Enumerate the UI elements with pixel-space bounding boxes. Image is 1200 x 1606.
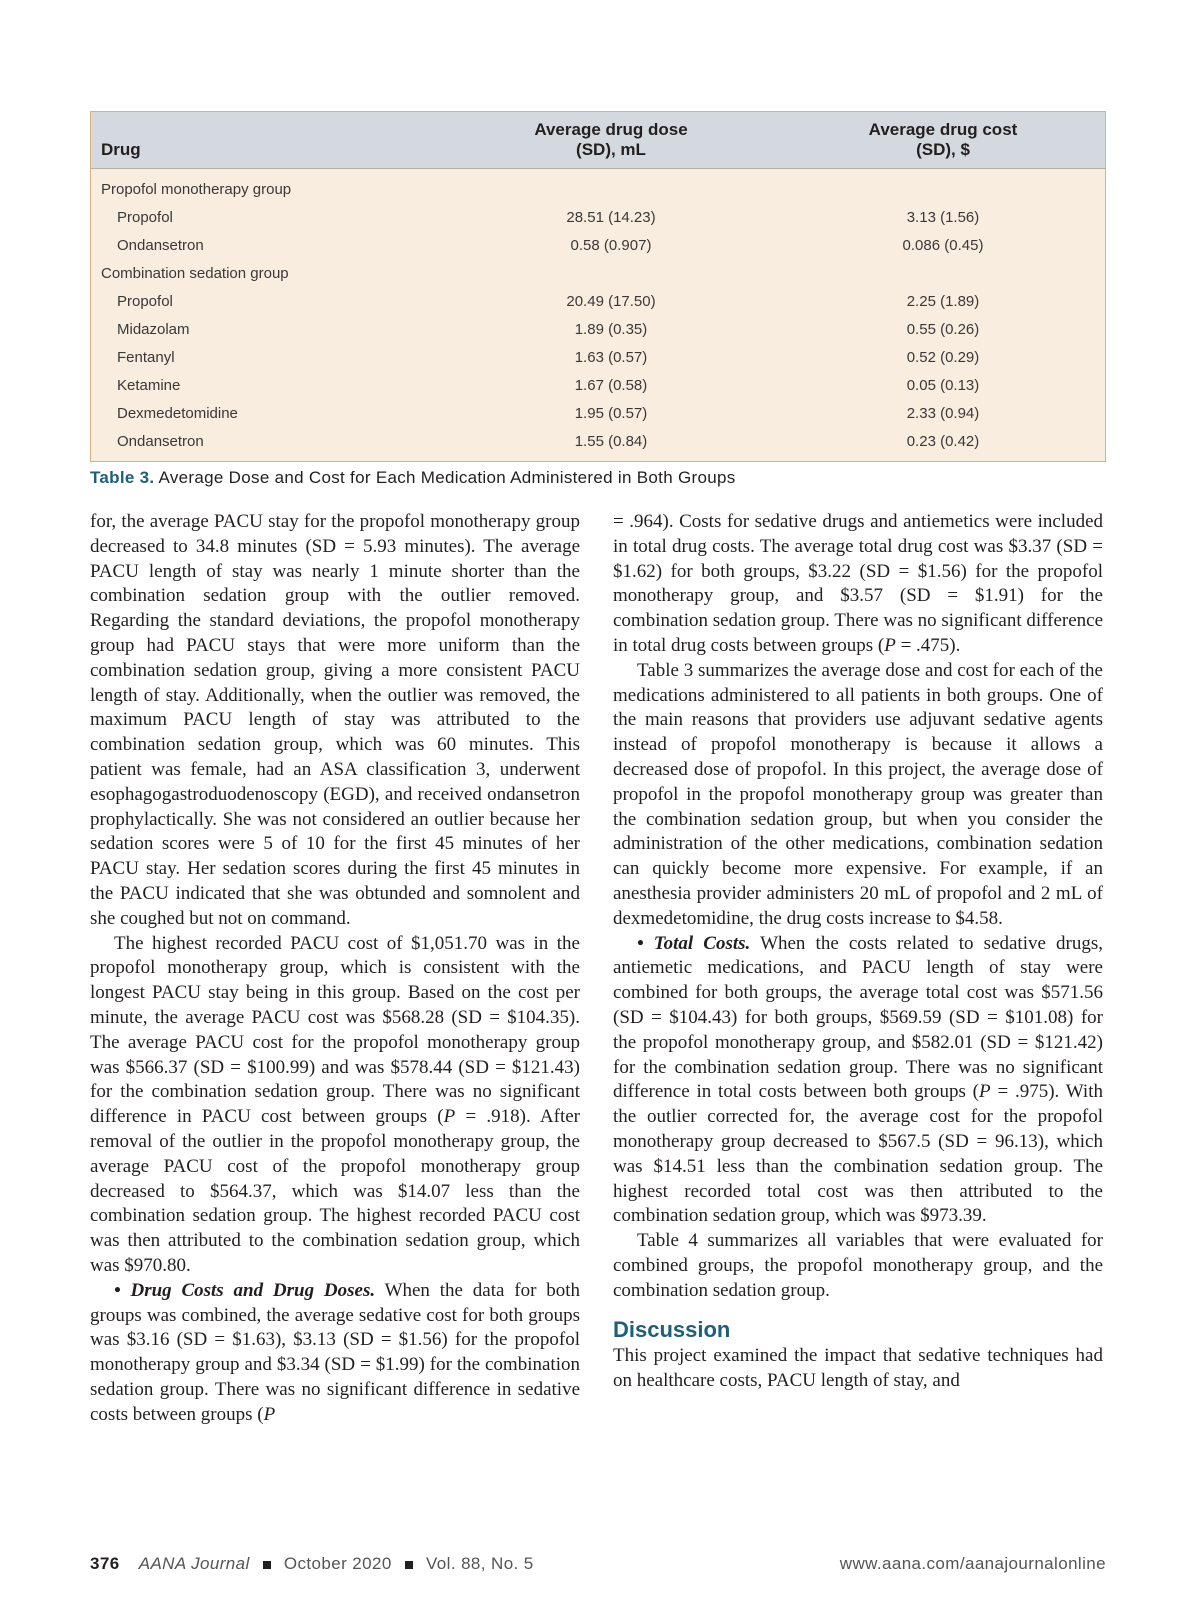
drug-cell: Ketamine — [117, 376, 181, 394]
p-value-label: P — [443, 1106, 456, 1128]
dose-cell: 1.55 (0.84) — [574, 432, 648, 450]
journal-name: AANA Journal — [138, 1554, 250, 1573]
issue-date: October 2020 — [283, 1554, 392, 1573]
cost-cell: 0.23 (0.42) — [906, 432, 980, 450]
dose-cell: 0.58 (0.907) — [570, 236, 652, 254]
cost-cell: 0.05 (0.13) — [906, 376, 980, 394]
cost-cell: 0.55 (0.26) — [906, 320, 980, 338]
run-in-heading: • Drug Costs and Drug Doses. — [114, 1279, 376, 1301]
cost-cell: 0.52 (0.29) — [906, 348, 980, 366]
cost-cell: 2.25 (1.89) — [906, 292, 980, 310]
left-column — [90, 510, 580, 1427]
paragraph — [90, 1279, 580, 1428]
dose-cell: 1.89 (0.35) — [574, 320, 648, 338]
text-run: = .975). With the outlier corrected for, the average cost for the propofol monotherapy group decreased to $567.5 (SD = 96.13), which was $14.51 less than the combination sedation group. The highest recorded total cost was then attributed to the combination sedation group, which was $973.39. — [613, 1081, 1103, 1227]
header-cost-line1: Average drug cost — [868, 120, 1018, 139]
cost-cell — [781, 169, 1105, 204]
table-row — [91, 287, 1105, 315]
dose-cell: 1.95 (0.57) — [574, 404, 648, 422]
cost-cell: 2.33 (0.94) — [906, 404, 980, 422]
medication-table — [91, 112, 1105, 461]
drug-cell: Combination sedation group — [101, 264, 289, 282]
drug-cell: Dexmedetomidine — [117, 404, 238, 422]
p-value-label: P — [884, 634, 896, 656]
drug-cell: Fentanyl — [117, 348, 175, 366]
paragraph — [613, 510, 1103, 659]
dose-cell — [441, 169, 781, 204]
right-column — [613, 510, 1103, 1394]
table-group-row — [91, 259, 1105, 287]
journal-url[interactable]: www.aana.com/aanajournalonline — [839, 1554, 1106, 1573]
paragraph: This project examined the impact that sedative techniques had on healthcare costs, PACU length of stay, and — [613, 1345, 1103, 1392]
cost-cell: 3.13 (1.56) — [906, 208, 980, 226]
drug-cell: Propofol — [117, 208, 173, 226]
table-row — [91, 371, 1105, 399]
p-value-label: P — [263, 1403, 276, 1425]
text-run: When the data for both groups was combined, the average sedative cost for both groups was $3.16 (SD = $1.63), $3.13 (SD = $1.56) for the propofol monotherapy group and $3.34 (SD = $1.99) for the combination sedation group. There was no significant difference in sedative costs between groups ( — [90, 1279, 580, 1425]
table-header-row — [91, 112, 1105, 169]
drug-cell: Propofol monotherapy group — [101, 180, 292, 198]
page-footer — [90, 1554, 1106, 1574]
dose-cell — [441, 259, 781, 287]
text-run: = .918). After removal of the outlier in the propofol monotherapy group, the average PACU cost of the propofol monotherapy group decreased to $564.37, which was $14.07 less than the combination sedation group. The highest recorded PACU cost was then attributed to the combination sedation group, which was $970.80. — [90, 1106, 580, 1276]
header-drug: Drug — [91, 112, 441, 169]
table-row — [91, 203, 1105, 231]
paragraph: Table 4 summarizes all variables that were evaluated for combined groups, the propofol monotherapy group, and the combination sedation group. — [613, 1230, 1103, 1301]
table-row — [91, 427, 1105, 461]
table-row — [91, 399, 1105, 427]
cost-cell: 0.086 (0.45) — [902, 236, 984, 254]
dose-cell: 1.67 (0.58) — [574, 376, 648, 394]
text-run: When the costs related to sedative drugs, antiemetic medications, and PACU length of stay were combined for both groups, the average total cost was $571.56 (SD = $104.43) for both groups, $569.59 (SD = $101.08) for the propofol monotherapy group, and $582.01 (SD = $121.42) for the combination sedation group. There was no significant difference in total costs between both groups ( — [613, 932, 1104, 1103]
paragraph: Table 3 summarizes the average dose and cost for each of the medications administered to all patients in both groups. One of the main reasons that providers use adjuvant sedative agents instead of propofol monotherapy is because it allows a decreased dose of propofol. In this project, the average dose of propofol in the propofol monotherapy group was greater than the combination sedation group, but when you consider the administration of the other medications, combination sedation can quickly become more expensive. For example, if an anesthesia provider administers 20 mL of propofol and 2 mL of dexmedetomidine, the drug costs increase to $4.58. — [613, 659, 1103, 929]
table-body — [91, 169, 1105, 462]
paragraph — [90, 932, 580, 1279]
dose-cell: 1.63 (0.57) — [574, 348, 648, 366]
paragraph: for, the average PACU stay for the propofol monotherapy group decreased to 34.8 minutes (SD = 5.93 minutes). The average PACU length of stay was nearly 1 minute shorter than the combination sedation group with the outlier removed. Regarding the standard deviations, the propofol monotherapy group had PACU stays that were more uniform than the combination sedation group, giving a more consistent PACU length of stay. Additionally, when the outlier was removed, the maximum PACU length of stay was attributed to the combination sedation group, which was 60 minutes. This patient was female, had an ASA classification 3, underwent esophagogastroduodenoscopy (EGD), and received ondansetron prophylactically. She was not considered an outlier because her sedation scores were 5 of 10 for the first 45 minutes of her PACU stay. Her sedation scores during the first 45 minutes in the PACU indicated that she was obtunded and somnolent and she coughed but not on command. — [90, 511, 580, 929]
text-run: = .475). — [895, 634, 961, 656]
header-dose-line2: (SD), mL — [576, 140, 646, 159]
table-group-row — [91, 169, 1105, 204]
page-number: 376 — [90, 1554, 120, 1573]
cost-cell — [781, 259, 1105, 287]
drug-cell: Ondansetron — [117, 432, 204, 450]
dose-cell: 28.51 (14.23) — [566, 208, 656, 226]
table-row — [91, 343, 1105, 371]
text-run: = .964). Costs for sedative drugs and antiemetics were included in total drug costs. The average total drug cost was $3.37 (SD = $1.62) for both groups, $3.22 (SD = $1.56) for the propofol monotherapy group, and $3.57 (SD = $1.91) for the combination sedation group. There was no significant difference in total drug costs between groups ( — [613, 511, 1103, 656]
drug-cell: Ondansetron — [117, 236, 204, 254]
caption-text: Average Dose and Cost for Each Medication Administered in Both Groups — [158, 468, 736, 487]
header-cost-line2: (SD), $ — [916, 140, 970, 159]
separator-square-icon — [263, 1561, 271, 1569]
table-row — [91, 231, 1105, 259]
paragraph — [613, 932, 1103, 1230]
separator-square-icon — [405, 1561, 413, 1569]
header-cost — [781, 112, 1105, 169]
table-3 — [90, 111, 1106, 462]
header-dose-line1: Average drug dose — [534, 120, 688, 139]
table-caption — [90, 468, 1106, 488]
p-value-label: P — [979, 1081, 991, 1103]
text-run: The highest recorded PACU cost of $1,051.70 was in the propofol monotherapy group, which is consistent with the longest PACU stay being in this group. Based on the cost per minute, the average PACU cost was $568.28 (SD = $104.35). The average PACU cost for the propofol monotherapy group was $566.37 (SD = $100.99) and was $578.44 (SD = $121.43) for the combination sedation group. There was no significant difference in PACU cost between groups ( — [90, 932, 580, 1128]
caption-label: Table 3. — [90, 468, 155, 487]
run-in-heading: • Total Costs. — [637, 932, 751, 954]
drug-cell: Midazolam — [117, 320, 190, 338]
volume: Vol. 88, No. 5 — [425, 1554, 534, 1573]
header-dose — [441, 112, 781, 169]
dose-cell: 20.49 (17.50) — [566, 292, 656, 310]
drug-cell: Propofol — [117, 292, 173, 310]
section-heading: Discussion — [613, 1316, 731, 1342]
table-row — [91, 315, 1105, 343]
